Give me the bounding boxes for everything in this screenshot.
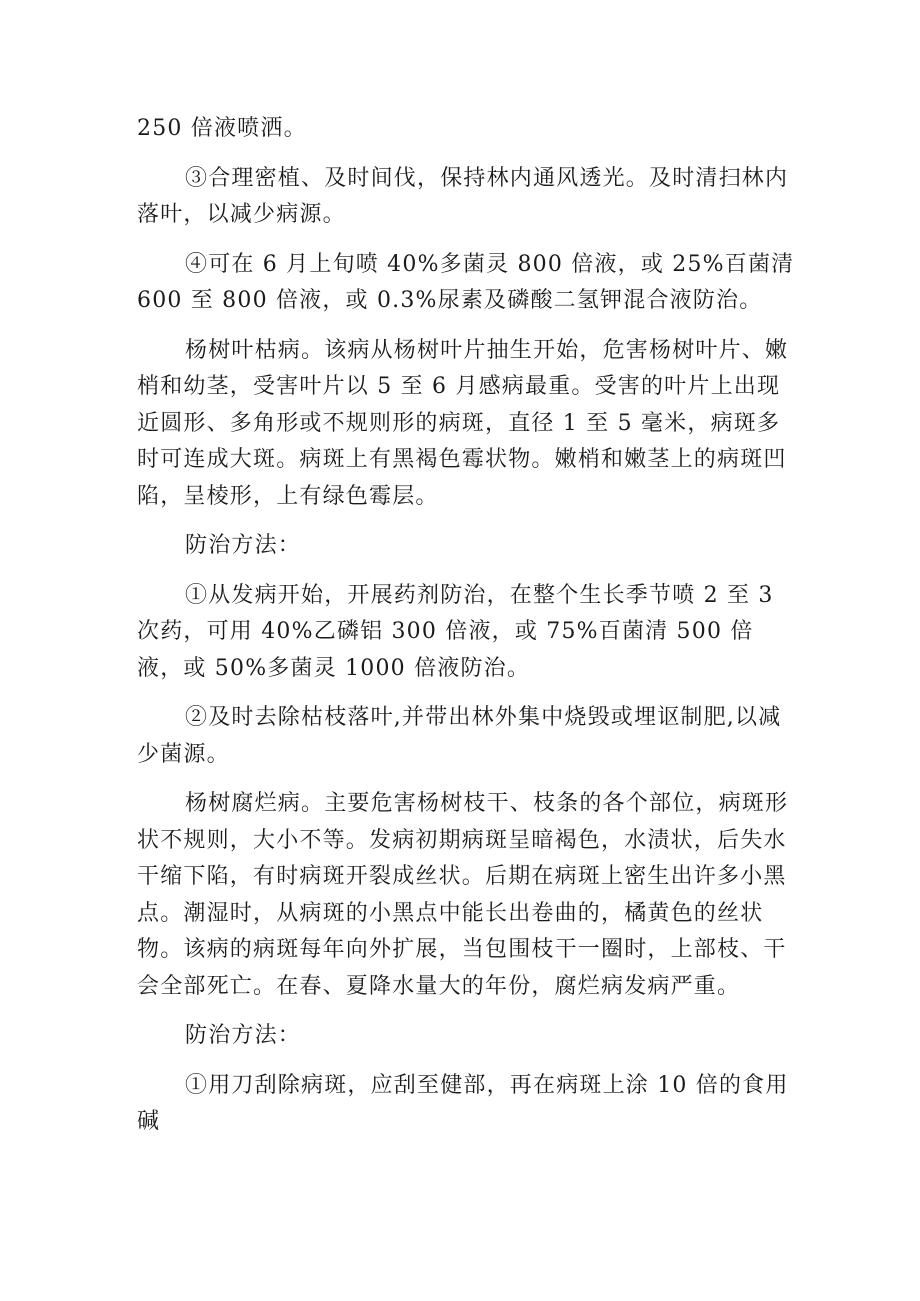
document-body <box>137 111 797 1154</box>
paragraph: ①从发病开始，开展药剂防治，在整个生长季节喷 2 至 3 次药，可用 40%乙磷铝 300 倍液，或 75%百菌清 500 倍液，或 50%多菌灵 1000 倍液防治。 <box>137 582 774 681</box>
paragraph: 杨树叶枯病。该病从杨树叶片抽生开始，危害杨树叶片、嫩梢和幼茎，受害叶片以 5 至 6 月感病最重。受害的叶片上出现近圆形、多角形或不规则形的病斑，直径 1 至 5 毫米，病斑多时可连成大斑。病斑上有黑褐色霉状物。嫩梢和嫩茎上的病斑凹陷，呈棱形，上有绿色霉层。 <box>137 337 789 509</box>
paragraph: ③合理密植、及时间伐，保持林内通风透光。及时清扫林内落叶，以减少病源。 <box>137 165 789 227</box>
section-heading: 防治方法： <box>185 1023 302 1048</box>
paragraph: ①用刀刮除病斑，应刮至健部，再在病斑上涂 10 倍的食用碱 <box>137 1072 789 1134</box>
paragraph: ②及时去除枯枝落叶,并带出林外集中烧毁或埋讴制肥,以减少菌源。 <box>137 705 782 767</box>
section-heading: 防治方法： <box>185 533 302 558</box>
paragraph: 杨树腐烂病。主要危害杨树枝干、枝条的各个部位，病斑形状不规则，大小不等。发病初期病斑呈暗褐色，水渍状，后失水干缩下陷，有时病斑开裂成丝状。后期在病斑上密生出许多小黑点。潮湿时，从病斑的小黑点中能长出卷曲的，橘黄色的丝状物。该病的病斑每年向外扩展，当包围枝干一圈时，上部枝、干会全部死亡。在春、夏降水量大的年份，腐烂病发病严重。 <box>137 791 789 999</box>
paragraph: ④可在 6 月上旬喷 40%多菌灵 800 倍液，或 25%百菌清 600 至 800 倍液，或 0.3%尿素及磷酸二氢钾混合液防治。 <box>137 251 795 313</box>
paragraph: 250 倍液喷洒。 <box>137 116 307 141</box>
